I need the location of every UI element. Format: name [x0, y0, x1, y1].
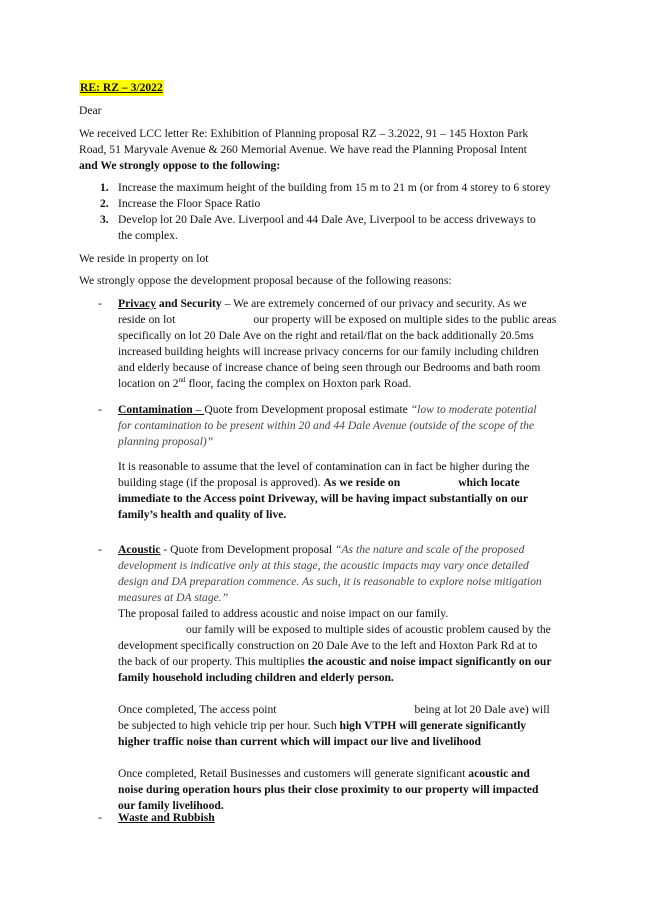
- contamination-quote: planning proposal)”: [118, 435, 214, 448]
- acoustic-bold: noise during operation hours plus their close proximity to our property will impacted: [118, 783, 539, 796]
- acoustic-bold: our family livelihood.: [118, 799, 224, 812]
- contamination-bold: As we reside on: [323, 476, 401, 489]
- acoustic-text: our family will be exposed to multiple sides of acoustic problem caused by the: [186, 623, 551, 636]
- acoustic-text: Once completed, Retail Businesses and customers will generate significant: [118, 767, 469, 780]
- acoustic-text: The proposal failed to address acoustic and noise impact on our family.: [118, 607, 449, 620]
- acoustic-text: be subjected to high vehicle trip per hour. Such: [118, 719, 340, 732]
- intro-line: and We strongly oppose to the following:: [79, 159, 281, 172]
- acoustic-bold: the acoustic and noise impact significantly on our: [307, 655, 552, 668]
- intro-paragraph: [79, 126, 579, 174]
- subject-line: RE: RZ – 3/2022: [80, 81, 163, 94]
- acoustic-text: - Quote from Development proposal: [160, 543, 336, 556]
- intro-line: We received LCC letter Re: Exhibition of Planning proposal RZ – 3.2022, 91 – 145 Hoxton Park: [79, 127, 529, 140]
- acoustic-quote: development is indicative only at this stage, the acoustic impacts may vary once detailed: [118, 559, 529, 572]
- list-number: 2.: [100, 197, 109, 210]
- waste-heading: Waste and Rubbish: [118, 811, 215, 824]
- acoustic-text: development specifically construction on 20 Dale Ave to the left and Hoxton Park Rd at to: [118, 639, 538, 652]
- intro-line: Road, 51 Maryvale Avenue & 260 Memorial Avenue. We have read the Planning Proposal Intent: [79, 143, 527, 156]
- contamination-separator: –: [192, 403, 205, 416]
- list-item: [100, 180, 570, 196]
- bullet-marker: -: [98, 403, 102, 416]
- list-text: [118, 212, 536, 244]
- acoustic-bold: high VTPH will generate significantly: [339, 719, 527, 732]
- privacy-text: our property will be exposed on multiple sides to the public areas: [253, 313, 557, 326]
- acoustic-text: being at lot 20 Dale ave) will: [414, 703, 550, 716]
- privacy-section: [118, 296, 576, 392]
- list-text-line: the complex.: [118, 229, 178, 242]
- greeting: Dear: [79, 104, 102, 117]
- contamination-section: [118, 402, 576, 523]
- bullet-marker: -: [98, 811, 102, 824]
- list-number: 3.: [100, 213, 109, 226]
- reside-line: We reside in property on lot: [79, 252, 209, 265]
- privacy-text: floor, facing the complex on Hoxton park Road.: [185, 377, 412, 390]
- acoustic-section: [118, 542, 576, 814]
- contamination-quote: for contamination to be present within 20 and 44 Dale Avenue (outside of the scope of the: [118, 419, 535, 432]
- list-number: 1.: [100, 181, 109, 194]
- bullet-marker: -: [98, 297, 102, 310]
- privacy-text: reside on lot: [118, 313, 176, 326]
- contamination-text: It is reasonable to assume that the level of contamination can in fact be higher during the: [118, 460, 530, 473]
- contamination-bold: immediate to the Access point Driveway, will be having impact substantially on our: [118, 492, 528, 505]
- list-text-line: Develop lot 20 Dale Ave. Liverpool and 44 Dale Ave, Liverpool to be access driveways to: [118, 213, 536, 226]
- acoustic-bold: family household including children and elderly person.: [118, 671, 394, 684]
- privacy-text: increased building heights will increase privacy concerns for our family including children: [118, 345, 539, 358]
- list-text: Increase the maximum height of the building from 15 m to 21 m (or from 4 storey to 6 storey: [118, 181, 551, 194]
- oppose-reasons-line: We strongly oppose the development proposal because of the following reasons:: [79, 274, 452, 287]
- privacy-text: – We are extremely concerned of our privacy and security. As we: [221, 297, 527, 310]
- bullet-marker: -: [98, 543, 102, 556]
- privacy-heading-rest: and Security: [156, 297, 222, 310]
- privacy-heading: Privacy: [118, 297, 156, 310]
- contamination-text: Quote from Development proposal estimate: [204, 403, 411, 416]
- acoustic-quote: measures at DA stage.”: [118, 591, 229, 604]
- privacy-text: and elderly because of increase chance of being seen through our Bedrooms and bath room: [118, 361, 541, 374]
- waste-section: [118, 810, 576, 826]
- acoustic-quote: “As the nature and scale of the proposed: [335, 543, 525, 556]
- privacy-superscript: nd: [178, 376, 186, 385]
- privacy-text: location on 2: [118, 377, 179, 390]
- list-item: [100, 212, 570, 244]
- contamination-quote: “low to moderate potential: [410, 403, 537, 416]
- list-item: [100, 196, 570, 212]
- acoustic-heading: Acoustic: [118, 543, 161, 556]
- acoustic-bold: higher traffic noise than current which will impact our live and livelihood: [118, 735, 481, 748]
- contamination-bold: family’s health and quality of live.: [118, 508, 287, 521]
- acoustic-bold: acoustic and: [468, 767, 530, 780]
- acoustic-text: the back of our property. This multiplies: [118, 655, 308, 668]
- acoustic-text: Once completed, The access point: [118, 703, 277, 716]
- opposed-items-list: [100, 180, 570, 244]
- privacy-text: specifically on lot 20 Dale Ave on the right and retail/flat on the back additionally 20.5ms: [118, 329, 534, 342]
- contamination-bold: which locate: [458, 476, 520, 489]
- contamination-text: building stage (if the proposal is approved).: [118, 476, 324, 489]
- list-text: Increase the Floor Space Ratio: [118, 197, 261, 210]
- acoustic-quote: design and DA preparation commence. As such, it is reasonable to explore noise mitigation: [118, 575, 542, 588]
- contamination-heading: Contamination: [118, 403, 193, 416]
